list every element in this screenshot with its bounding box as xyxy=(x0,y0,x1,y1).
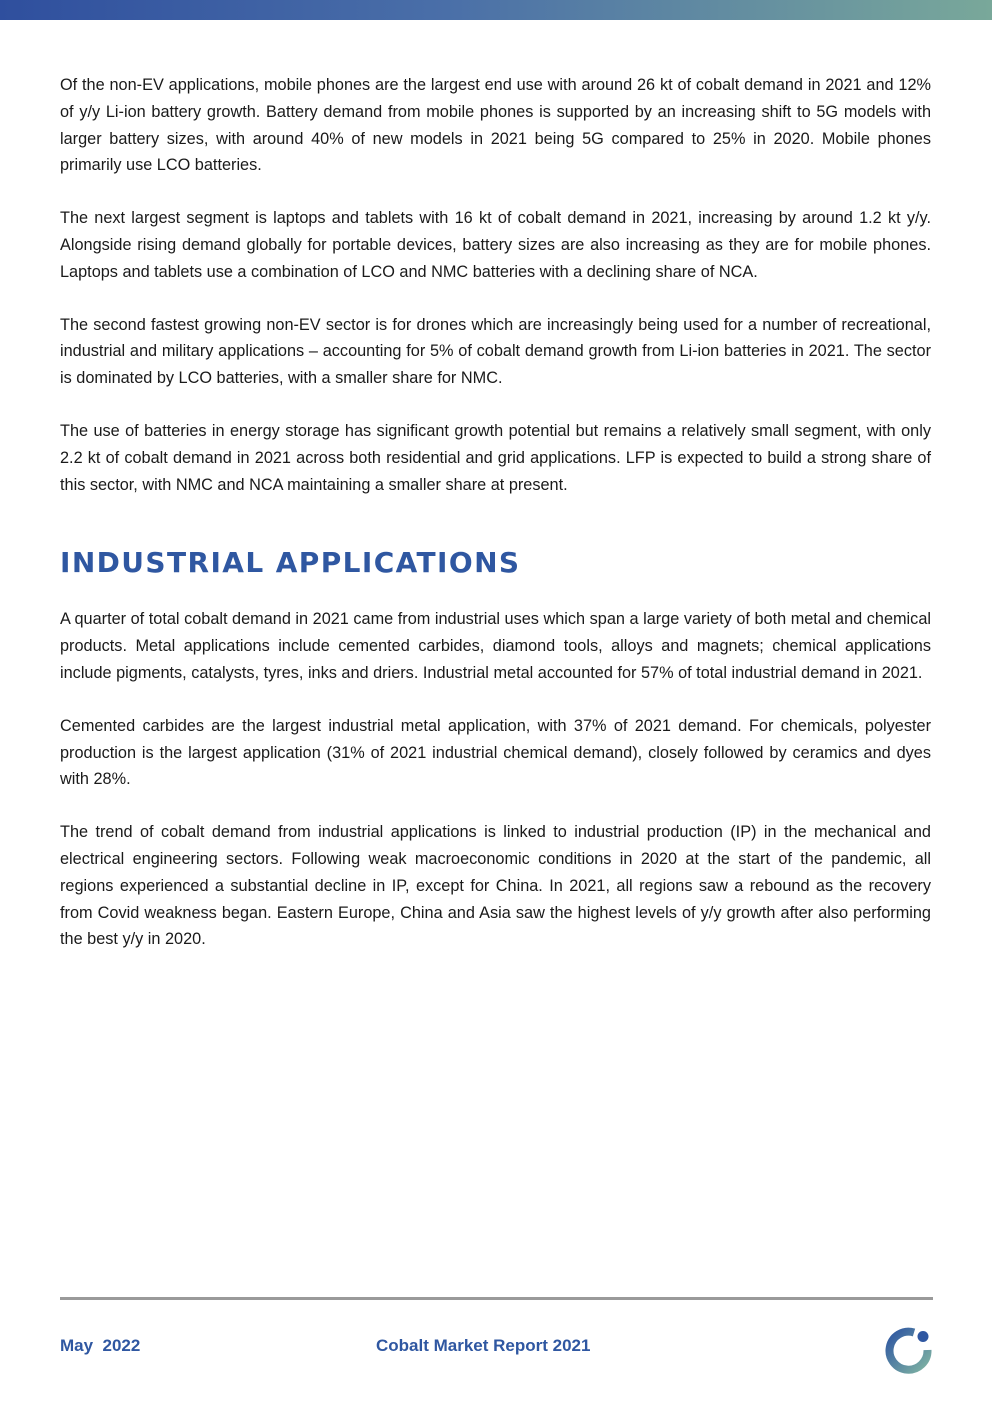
main-content xyxy=(60,72,931,979)
paragraph-industrial-overview: A quarter of total cobalt demand in 2021 came from industrial uses which span a large variety of both metal and chemical products. Metal applications include cemented carbides, diamond tools, alloys and magnets; chemical applications include pigments, catalysts, tyres, inks and driers. Industrial metal accounted for 57% of total industrial demand in 2021. xyxy=(60,610,931,682)
footer-report-title: Cobalt Market Report 2021 xyxy=(376,1336,591,1355)
section-heading-industrial: INDUSTRIAL APPLICATIONS xyxy=(60,546,521,580)
footer-divider xyxy=(60,1297,933,1300)
paragraph-laptops-tablets: The next largest segment is laptops and tablets with 16 kt of cobalt demand in 2021, increasing by around 1.2 kt y/y. Alongside rising demand globally for portable devices, battery sizes are also increasing as they are for mobile phones. Laptops and tablets use a combination of LCO and NMC batteries with a declining share of NCA. xyxy=(60,209,931,281)
footer-date: May 2022 xyxy=(60,1336,141,1355)
paragraph-industrial-trend: The trend of cobalt demand from industrial applications is linked to industrial production (IP) in the mechanical and electrical engineering sectors. Following weak macroeconomic conditions in 2020 at the start of the pandemic, all regions experienced a substantial decline in IP, except for China. In 2021, all regions saw a rebound as the recovery from Covid weakness began. Eastern Europe, China and Asia saw the highest levels of y/y growth after also performing the best y/y in 2020. xyxy=(60,823,931,949)
cobalt-institute-logo-icon xyxy=(884,1326,934,1376)
paragraph-cemented-carbides: Cemented carbides are the largest industrial metal application, with 37% of 2021 demand. For chemicals, polyester production is the largest application (31% of 2021 industrial chemical demand), closely followed by ceramics and dyes with 28%. xyxy=(60,716,931,789)
paragraph-drones: The second fastest growing non-EV sector is for drones which are increasingly being used for a number of recreational, industrial and military applications – accounting for 5% of cobalt demand growth from Li-ion batteries in 2021. The sector is dominated by LCO batteries, with a smaller share for NMC. xyxy=(60,315,931,388)
paragraph-mobile-phones: Of the non-EV applications, mobile phones are the largest end use with around 26 kt of cobalt demand in 2021 and 12% of y/y Li-ion battery growth. Battery demand from mobile phones is supported by an increasing shift to 5G models with larger battery sizes, with around 40% of new models in 2021 being 5G compared to 25% in 2020. Mobile phones primarily use LCO batteries. xyxy=(60,76,931,175)
paragraph-energy-storage: The use of batteries in energy storage has significant growth potential but remains a relatively small segment, with only 2.2 kt of cobalt demand in 2021 across both residential and grid applications. LFP is expected to build a strong share of this sector, with NMC and NCA maintaining a smaller share at present. xyxy=(60,421,931,494)
header-gradient-band xyxy=(0,0,992,20)
